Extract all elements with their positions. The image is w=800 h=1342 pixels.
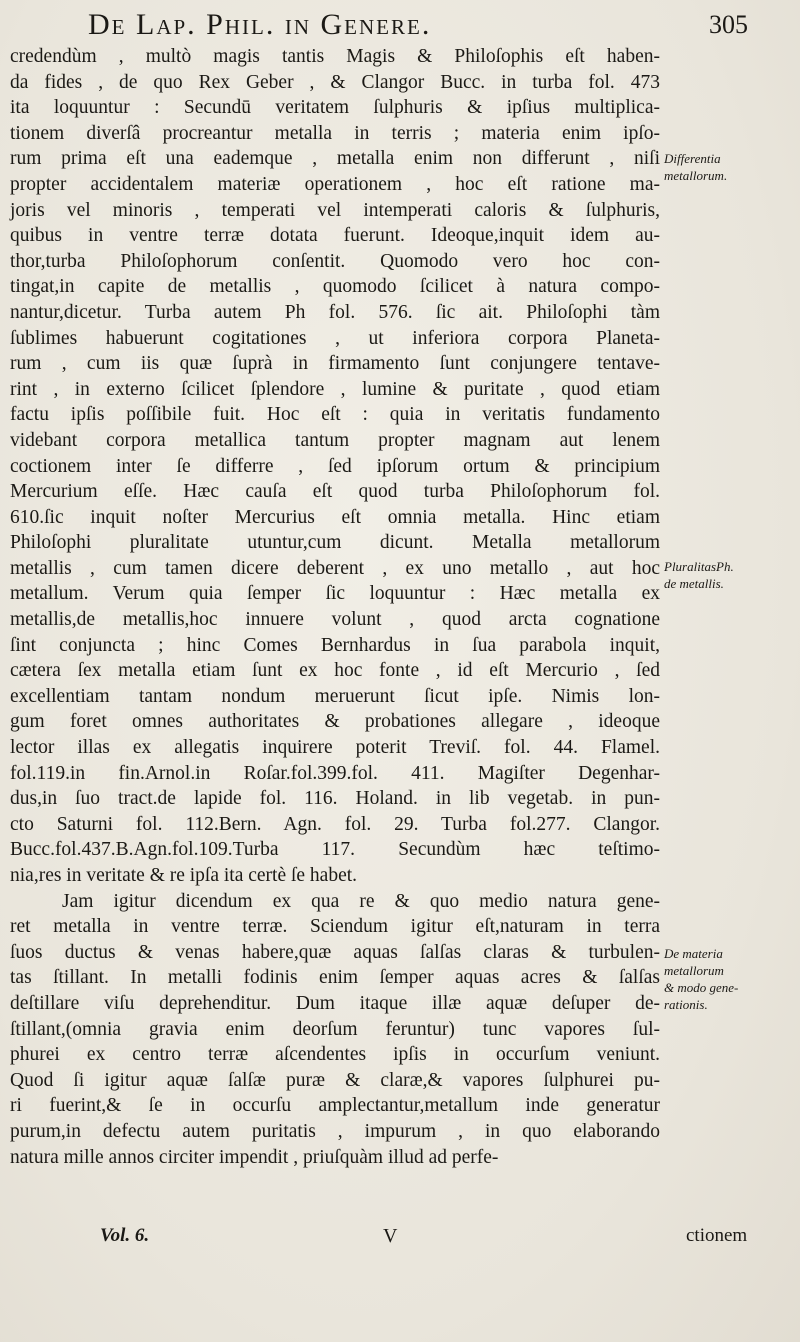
page-footer: [0, 1225, 800, 1253]
margin-note-line: PluralitasPh.: [664, 559, 734, 574]
text-line: ſtillant,(omnia gravia enim deorſum feruntur) tunc vapores ſul-: [10, 1018, 660, 1040]
text-line: quibus in ventre terræ dotata fuerunt. Ideoque,inquit idem au-: [10, 225, 660, 247]
text-line: rum , cum iis quæ ſuprà in firmamento ſunt conjungere tentave-: [10, 353, 660, 375]
text-line: ri fuerint,& ſe in occurſu amplectantur,metallum inde generatur: [10, 1095, 660, 1117]
text-line: lector illas ex allegatis inquirere poterit Treviſ. fol. 44. Flamel.: [10, 737, 660, 759]
margin-note-line: metallorum: [664, 963, 724, 978]
text-line: ſuos ductus & venas habere,quæ aquas ſalſas claras & turbulen-: [10, 941, 660, 963]
margin-note: [664, 945, 798, 1013]
catchword: ctionem: [686, 1225, 748, 1246]
text-line: Philoſophi pluralitate utuntur,cum dicunt. Metalla metallorum: [10, 532, 660, 554]
text-line: videbant corpora metallica tantum propter magnam aut lenem: [10, 429, 660, 451]
text-line: fol.119.in fin.Arnol.in Roſar.fol.399.fol. 411. Magiſter Degenhar-: [10, 762, 660, 784]
text-line: deſtillare viſu deprehenditur. Dum itaque illæ aquæ deſuper de-: [10, 992, 660, 1014]
margin-note-line: rationis.: [664, 997, 708, 1012]
text-line: joris vel minoris , temperati vel intemperati caloris & ſulphuris,: [10, 199, 660, 221]
main-text-column: [10, 44, 660, 1170]
text-line: metallis,de metallis,hoc innuere volunt , quod arcta cognatione: [10, 609, 660, 631]
text-line: ret metalla in ventre terræ. Sciendum igitur eſt,naturam in terra: [10, 916, 660, 938]
text-line: nia,res in veritate & re ipſa ita certè ſe habet.: [10, 865, 358, 886]
text-line: excellentiam tantam nondum meruerunt ſicut ipſe. Nimis lon-: [10, 685, 660, 707]
text-line: Quod ſi igitur aquæ ſalſæ puræ & claræ,& vapores ſulphurei pu-: [10, 1069, 660, 1091]
text-line: gum foret omnes authoritates & probationes allegare , ideoque: [10, 711, 660, 733]
text-line: nantur,dicetur. Turba autem Ph fol. 576. ſic ait. Philoſophi tàm: [10, 301, 660, 323]
text-line: propter accidentalem materiæ operationem , hoc eſt ratione ma-: [10, 173, 660, 195]
text-line: tas ſtillant. In metalli fodinis enim ſemper aquas acres & ſalſas: [10, 967, 660, 989]
text-line: phurei ex centro terræ aſcendentes ipſis in occurſum veniunt.: [10, 1044, 660, 1066]
text-line: factu ipſis poſſibile fuit. Hoc eſt : quia in veritatis fundamento: [10, 404, 660, 426]
text-line: purum,in defectu autem puritatis , impurum , in quo elaborando: [10, 1120, 660, 1142]
running-head: De Lap. Phil. in Genere.: [88, 8, 432, 41]
text-line: cætera ſex metalla etiam ſunt ex hoc fonte , id eſt Mercurio , ſed: [10, 660, 660, 682]
page-header: [88, 8, 748, 40]
text-line: dus,in ſuo tract.de lapide fol. 116. Holand. in lib vegetab. in pun-: [10, 788, 660, 810]
text-line: ita loquuntur : Secundū veritatem ſulphuris & ipſius multiplica-: [10, 97, 660, 119]
text-line: metallum. Verum quia ſemper ſic loquuntur : Hæc metalla ex: [10, 583, 660, 605]
text-line: cto Saturni fol. 112.Bern. Agn. fol. 29. Turba fol.277. Clangor.: [10, 813, 660, 835]
margin-note-line: De materia: [664, 946, 723, 961]
text-line: ſint conjuncta ; hinc Comes Bernhardus in ſua parabola inquit,: [10, 634, 660, 656]
text-line: natura mille annos circiter impendit , priuſquàm illud ad perfe-: [10, 1146, 499, 1168]
text-line: credendùm , multò magis tantis Magis & Philoſophis eſt haben-: [10, 46, 660, 67]
margin-note: [664, 558, 798, 592]
text-line: ſublimes habuerunt cogitationes , ut inferiora corpora Planeta-: [10, 327, 660, 349]
margin-note-line: Differentia: [664, 151, 721, 166]
text-line: metallis , cum tamen dicere deberent , ex uno metallo , aut hoc: [10, 557, 660, 579]
text-line: thor,turba Philoſophorum conſentit. Quomodo vero hoc con-: [10, 250, 660, 272]
sheet-mark: V: [383, 1225, 398, 1247]
text-line: rum prima eſt una eademque , metalla enim non differunt , niſi: [10, 148, 660, 170]
text-line: Jam igitur dicendum ex qua re & quo medio natura gene-: [62, 890, 660, 912]
text-line: tionem diverſâ procreantur metalla in terris ; materia enim ipſo-: [10, 122, 660, 144]
text-line: Bucc.fol.437.B.Agn.fol.109.Turba 117. Secundùm hæc teſtimo-: [10, 839, 660, 861]
signature-mark: Vol. 6.: [100, 1225, 150, 1246]
page-number: 305: [709, 10, 748, 39]
text-line: Mercurium eſſe. Hæc cauſa eſt quod turba Philoſophorum fol.: [10, 481, 660, 503]
text-line: da fides , de quo Rex Geber , & Clangor Bucc. in turba fol. 473: [10, 71, 660, 93]
text-line: 610.ſic inquit noſter Mercurius eſt omnia metalla. Hinc etiam: [10, 506, 660, 528]
margin-note: [664, 150, 798, 184]
text-line: rint , in externo ſcilicet ſplendore , lumine & puritate , quod etiam: [10, 378, 660, 400]
margin-note-line: de metallis.: [664, 576, 724, 591]
margin-note-line: & modo gene-: [664, 980, 739, 995]
text-line: coctionem inter ſe differre , ſed ipſorum ortum & principium: [10, 455, 660, 477]
margin-note-line: metallorum.: [664, 168, 728, 183]
text-line: tingat,in capite de metallis , quomodo ſcilicet à natura compo-: [10, 276, 660, 298]
